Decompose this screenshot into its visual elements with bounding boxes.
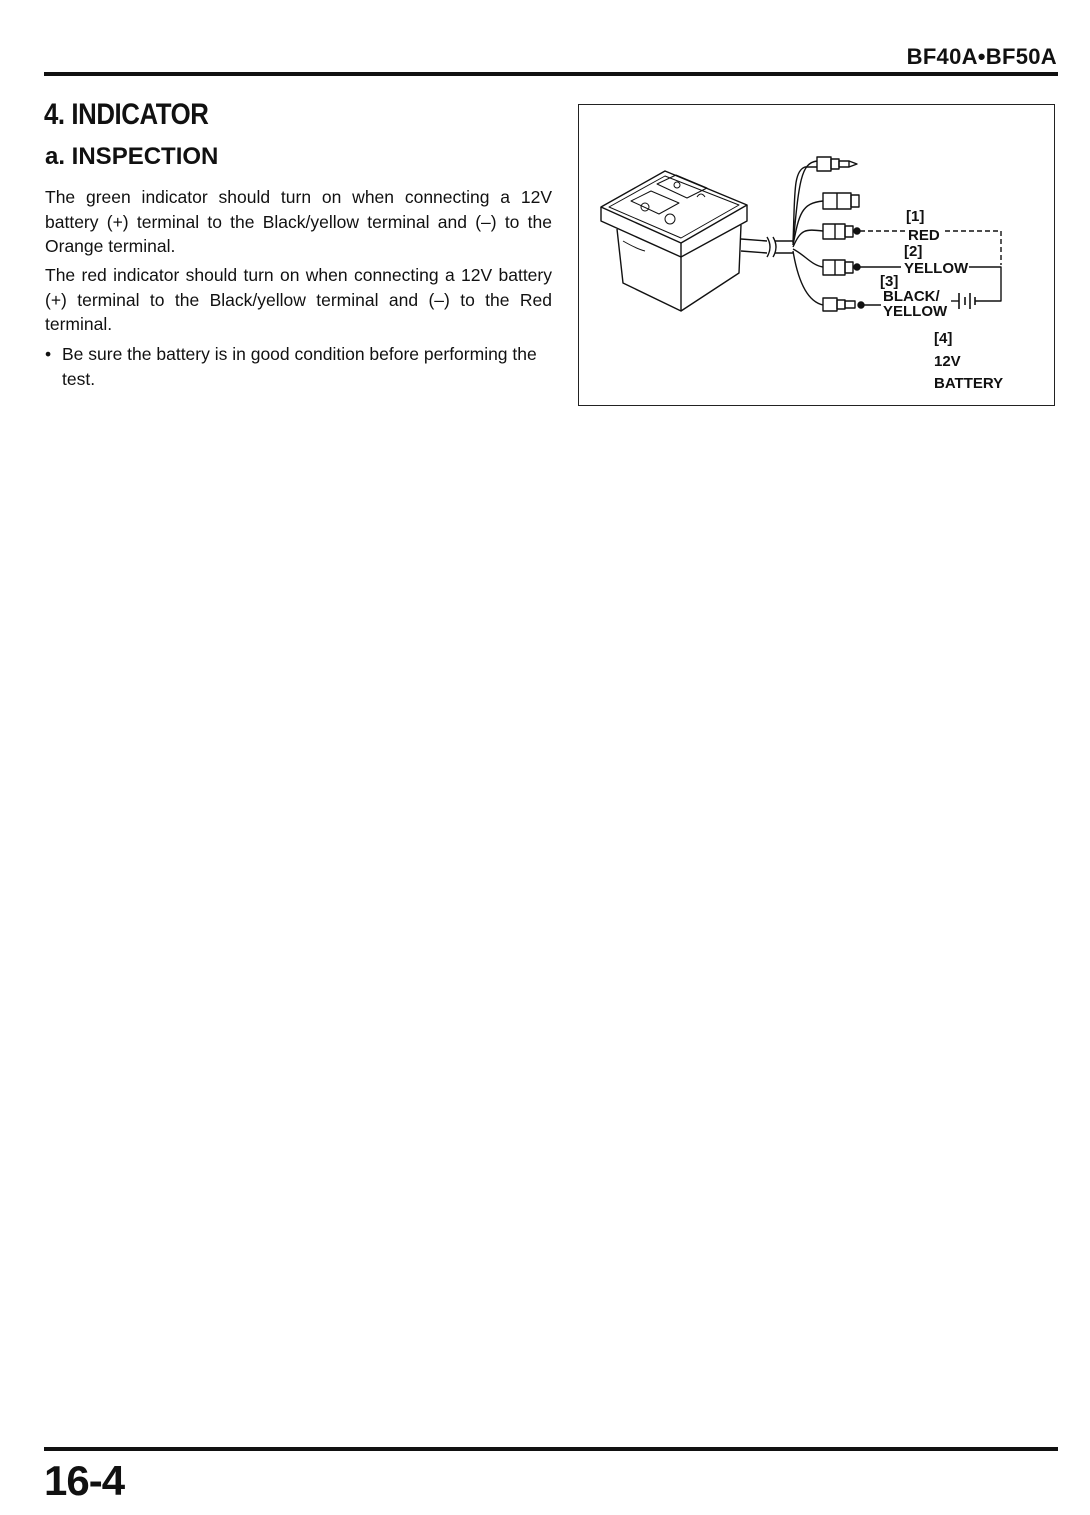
indicator-wiring-illustration [579,105,1056,407]
header-rule [44,72,1058,76]
label-yellow-2: YELLOW [883,303,948,320]
label-yellow: YELLOW [904,260,969,277]
label-battery: BATTERY [934,375,1004,392]
section-title: 4. INDICATOR [44,98,209,131]
label-12v: 12V [934,353,961,370]
bullet-text: Be sure the battery is in good condition before performing the test. [62,344,537,389]
header-model: BF40A•BF50A [906,44,1057,69]
label-ref-3: [3] [880,273,899,290]
label-ref-2: [2] [904,243,923,260]
page-number: 16-4 [44,1457,125,1504]
label-ref-4: [4] [934,330,953,347]
bullet-icon: • [45,344,52,364]
label-ref-1: [1] [906,208,925,225]
label-red: RED [908,227,940,244]
paragraph-green-indicator: The green indicator should turn on when connecting a 12V battery (+) terminal to the Black/yellow terminal and (–) to the Orange terminal. [45,187,552,256]
footer-rule [44,1447,1058,1451]
paragraph-red-indicator: The red indicator should turn on when connecting a 12V battery (+) terminal to the Black/yellow terminal and (–) to the Red terminal. [45,265,552,334]
wiring-diagram-figure [578,104,1055,406]
subsection-title: a. INSPECTION [45,143,219,170]
label-black: BLACK/ [883,288,940,305]
